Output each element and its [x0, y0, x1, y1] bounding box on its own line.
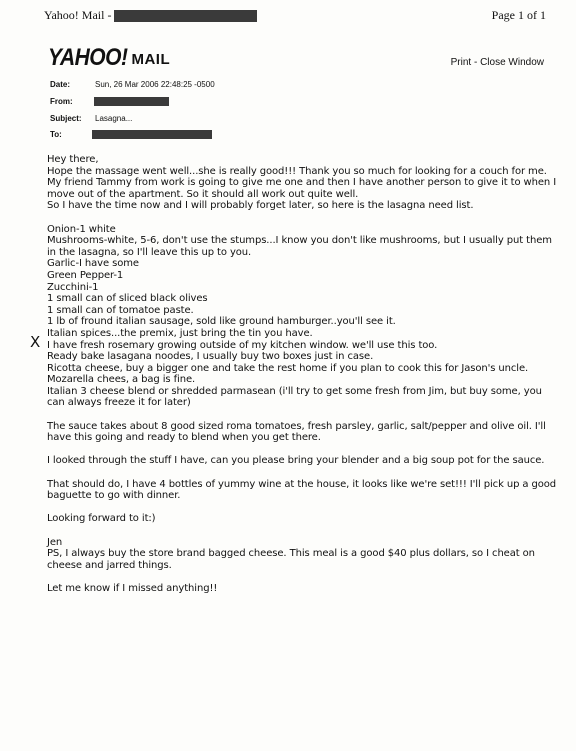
body-line: Mushrooms-white, 5-6, don't use the stumps...I know you don't like mushrooms, but I usually put them in the lasagna, so I'll leave this up to you. [47, 235, 552, 258]
paragraph-gap [47, 409, 557, 421]
subject-value: Lasagna... [95, 114, 133, 123]
paragraph-gap [47, 502, 557, 514]
body-line: Zucchini-1 [47, 281, 99, 293]
body-line: Italian spices...the premix, just bring the tin you have. [47, 327, 313, 339]
body-line: Onion-1 white [47, 223, 116, 235]
body-line: 1 lb of fround italian sausage, sold like ground hamburger..you'll see it. [47, 316, 396, 328]
body-line: Garlic-I have some [47, 258, 139, 270]
action-separator: - [471, 57, 481, 68]
redacted-to [92, 130, 212, 139]
print-title [44, 8, 257, 23]
paragraph-gap [47, 525, 557, 537]
body-line: Hope the massage went well...she is really good!!! Thank you so much for looking for a couch for me. My friend Tammy from work is going to give me one and then I have another person to give it to when I move out of the apartment. So it should all work out quite well. [47, 165, 557, 200]
paragraph-gap [47, 467, 557, 479]
handwritten-x-mark: X [30, 333, 41, 351]
print-title-text: Yahoo! Mail - [44, 8, 112, 22]
redacted-account [114, 10, 257, 22]
close-window-link[interactable]: Close Window [480, 57, 544, 68]
body-line: The sauce takes about 8 good sized roma tomatoes, fresh parsley, garlic, salt/pepper and olive oil. I'll have this going and ready to blend when you get there. [47, 420, 546, 444]
body-line: 1 small can of sliced black olives [47, 293, 208, 305]
paragraph-gap [47, 571, 557, 583]
body-line: PS, I always buy the store brand bagged cheese. This meal is a good $40 plus dollars, so I cheat on cheese and jarred things. [47, 548, 535, 571]
page-number: Page 1 of 1 [491, 8, 546, 22]
body-line: Mozarella chees, a bag is fine. [47, 374, 196, 386]
body-line: I have fresh rosemary growing outside of my kitchen window. we'll use this too. [47, 339, 438, 351]
body-line: That should do, I have 4 bottles of yummy wine at the house, it looks like we're set!!! I'll pick up a good baguette to go with dinner. [47, 478, 557, 502]
body-line: Looking forward to it:) [47, 513, 156, 525]
body-line: 1 small can of tomatoe paste. [47, 304, 194, 316]
body-line: So I have the time now and I will probably forget later, so here is the lasagna need list. [47, 200, 474, 212]
print-actions [451, 57, 544, 68]
yahoo-mail-logo [48, 46, 170, 70]
body-line: Jen [47, 536, 63, 548]
date-label: Date: [50, 80, 71, 89]
body-line: Italian 3 cheese blend or shredded parmasean (i'll try to get some fresh from Jim, but buy some, you can always freeze it for later) [47, 385, 542, 409]
to-label: To: [50, 130, 62, 139]
body-line: I looked through the stuff I have, can you please bring your blender and a big soup pot for the sauce. [47, 455, 545, 467]
logo-yahoo: YAHOO! [48, 44, 128, 71]
body-line: Ready bake lasagana noodes, I usually buy two boxes just in case. [47, 351, 374, 363]
print-link[interactable]: Print [450, 57, 472, 68]
date-value: Sun, 26 Mar 2006 22:48:25 -0500 [95, 80, 215, 89]
subject-label: Subject: [50, 114, 82, 123]
logo-mail: MAIL [131, 51, 171, 68]
body-line: Let me know if I missed anything!! [47, 582, 218, 594]
body-line: Ricotta cheese, buy a bigger one and take the rest home if you plan to cook this for Jason's uncle. [47, 362, 529, 374]
from-label: From: [50, 97, 73, 106]
message-body [47, 154, 557, 595]
body-line: Green Pepper-1 [47, 269, 124, 281]
paragraph-gap [47, 212, 557, 224]
body-line: Hey there, [47, 154, 99, 165]
paragraph-gap [47, 444, 557, 456]
redacted-from [94, 97, 169, 106]
